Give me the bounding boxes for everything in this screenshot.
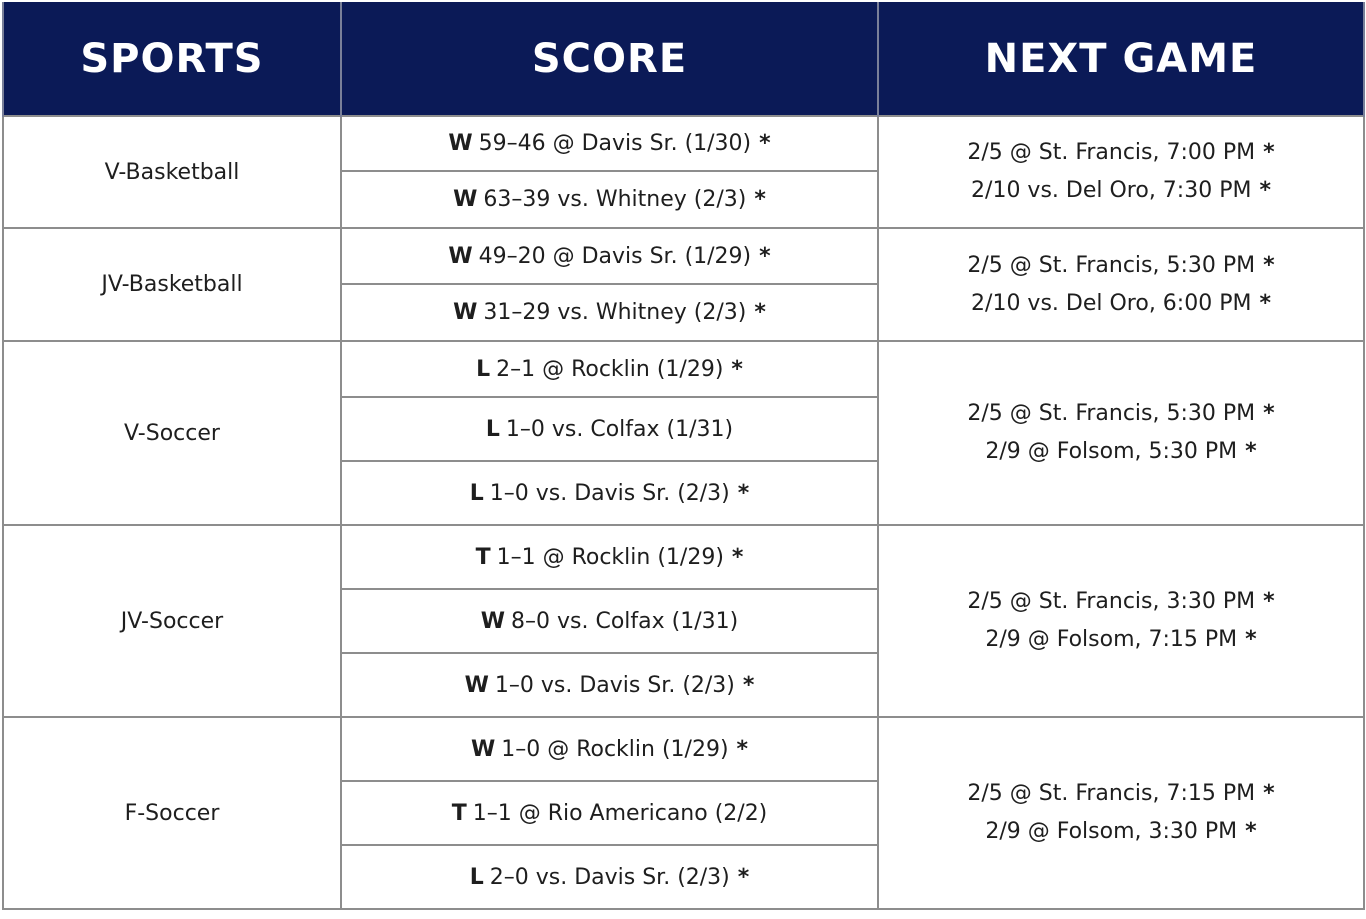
next-game-cell xyxy=(878,717,1364,909)
table-row xyxy=(3,525,1364,589)
next-game-cell xyxy=(878,116,1364,228)
asterisk-icon: * xyxy=(1263,401,1275,426)
result-badge: W xyxy=(464,672,489,698)
asterisk-icon: * xyxy=(731,356,743,382)
next-game-cell xyxy=(878,341,1364,525)
next-game-text: 2/10 vs. Del Oro, 7:30 PM xyxy=(971,178,1252,203)
next-game-line xyxy=(879,775,1363,813)
asterisk-icon: * xyxy=(1259,290,1271,316)
result-badge: L xyxy=(476,356,491,382)
result-badge: W xyxy=(448,131,473,156)
next-game-text: 2/5 @ St. Francis, 7:15 PM xyxy=(967,781,1256,806)
asterisk-icon: * xyxy=(736,736,749,762)
asterisk-icon: * xyxy=(1263,140,1275,165)
scores-table xyxy=(2,2,1365,910)
sport-name: F-Soccer xyxy=(3,717,341,909)
result-badge: L xyxy=(485,416,500,442)
next-game-line xyxy=(879,134,1363,172)
table-row xyxy=(3,717,1364,781)
next-game-line xyxy=(879,433,1363,471)
asterisk-icon: * xyxy=(737,480,750,506)
asterisk-icon: * xyxy=(759,131,771,156)
table-row xyxy=(3,228,1364,284)
score-cell xyxy=(341,461,878,525)
result-badge: W xyxy=(453,300,478,325)
header-next-game: NEXT GAME xyxy=(878,2,1364,116)
next-game-text: 2/9 @ Folsom, 3:30 PM xyxy=(985,819,1238,844)
asterisk-icon: * xyxy=(1245,627,1257,652)
score-text: 63–39 vs. Whitney (2/3) xyxy=(483,187,747,212)
next-game-line xyxy=(879,583,1363,621)
score-cell xyxy=(341,284,878,341)
score-cell xyxy=(341,116,878,171)
score-text: 2–0 vs. Davis Sr. (2/3) xyxy=(489,864,730,890)
next-game-line xyxy=(879,621,1363,659)
result-badge: L xyxy=(469,864,484,890)
asterisk-icon: * xyxy=(754,300,766,325)
asterisk-icon: * xyxy=(1245,439,1257,464)
result-badge: W xyxy=(453,187,478,212)
sport-name: JV-Soccer xyxy=(3,525,341,717)
next-game-line xyxy=(879,285,1363,323)
score-text: 2–1 @ Rocklin (1/29) xyxy=(496,356,724,382)
next-game-line xyxy=(879,247,1363,285)
asterisk-icon: * xyxy=(1263,781,1275,806)
next-game-cell xyxy=(878,228,1364,341)
asterisk-icon: * xyxy=(759,243,771,269)
score-cell xyxy=(341,228,878,284)
header-sports: SPORTS xyxy=(3,2,341,116)
score-text: 1–0 vs. Davis Sr. (2/3) xyxy=(489,480,730,506)
score-text: 59–46 @ Davis Sr. (1/30) xyxy=(478,131,752,156)
score-cell xyxy=(341,341,878,397)
score-text: 1–1 @ Rocklin (1/29) xyxy=(496,544,724,570)
result-badge: W xyxy=(470,736,496,762)
result-badge: T xyxy=(475,544,491,570)
score-cell xyxy=(341,525,878,589)
next-game-text: 2/5 @ St. Francis, 5:30 PM xyxy=(967,401,1256,426)
table-row xyxy=(3,116,1364,171)
next-game-text: 2/5 @ St. Francis, 5:30 PM xyxy=(967,252,1256,278)
asterisk-icon: * xyxy=(754,187,766,212)
next-game-cell xyxy=(878,525,1364,717)
result-badge: T xyxy=(451,800,467,826)
asterisk-icon: * xyxy=(737,864,750,890)
asterisk-icon: * xyxy=(731,544,744,570)
score-text: 1–0 vs. Colfax (1/31) xyxy=(505,416,734,442)
table-row xyxy=(3,341,1364,397)
score-cell xyxy=(341,653,878,717)
result-badge: W xyxy=(480,608,506,634)
score-text: 31–29 vs. Whitney (2/3) xyxy=(483,300,747,325)
table-body xyxy=(3,116,1364,909)
table-header xyxy=(3,2,1364,116)
sport-name: V-Soccer xyxy=(3,341,341,525)
next-game-text: 2/10 vs. Del Oro, 6:00 PM xyxy=(971,290,1252,316)
asterisk-icon: * xyxy=(1245,819,1257,844)
score-text: 8–0 vs. Colfax (1/31) xyxy=(511,608,739,634)
next-game-line xyxy=(879,395,1363,433)
score-cell xyxy=(341,171,878,228)
score-cell xyxy=(341,781,878,845)
result-badge: W xyxy=(448,243,473,269)
asterisk-icon: * xyxy=(1263,589,1275,614)
score-text: 1–0 vs. Davis Sr. (2/3) xyxy=(494,672,735,698)
next-game-line xyxy=(879,172,1363,210)
sport-name: V-Basketball xyxy=(3,116,341,228)
next-game-text: 2/9 @ Folsom, 7:15 PM xyxy=(985,627,1238,652)
next-game-line xyxy=(879,813,1363,851)
score-cell xyxy=(341,397,878,461)
sport-name: JV-Basketball xyxy=(3,228,341,341)
score-text: 1–0 @ Rocklin (1/29) xyxy=(501,736,729,762)
header-score: SCORE xyxy=(341,2,878,116)
result-badge: L xyxy=(469,480,484,506)
score-cell xyxy=(341,845,878,909)
score-cell xyxy=(341,717,878,781)
next-game-text: 2/5 @ St. Francis, 7:00 PM xyxy=(967,140,1256,165)
next-game-text: 2/9 @ Folsom, 5:30 PM xyxy=(985,439,1238,464)
asterisk-icon: * xyxy=(1263,252,1275,278)
score-cell xyxy=(341,589,878,653)
score-text: 1–1 @ Rio Americano (2/2) xyxy=(472,800,768,826)
score-text: 49–20 @ Davis Sr. (1/29) xyxy=(478,243,752,269)
asterisk-icon: * xyxy=(1259,178,1271,203)
next-game-text: 2/5 @ St. Francis, 3:30 PM xyxy=(967,589,1256,614)
asterisk-icon: * xyxy=(742,672,755,698)
